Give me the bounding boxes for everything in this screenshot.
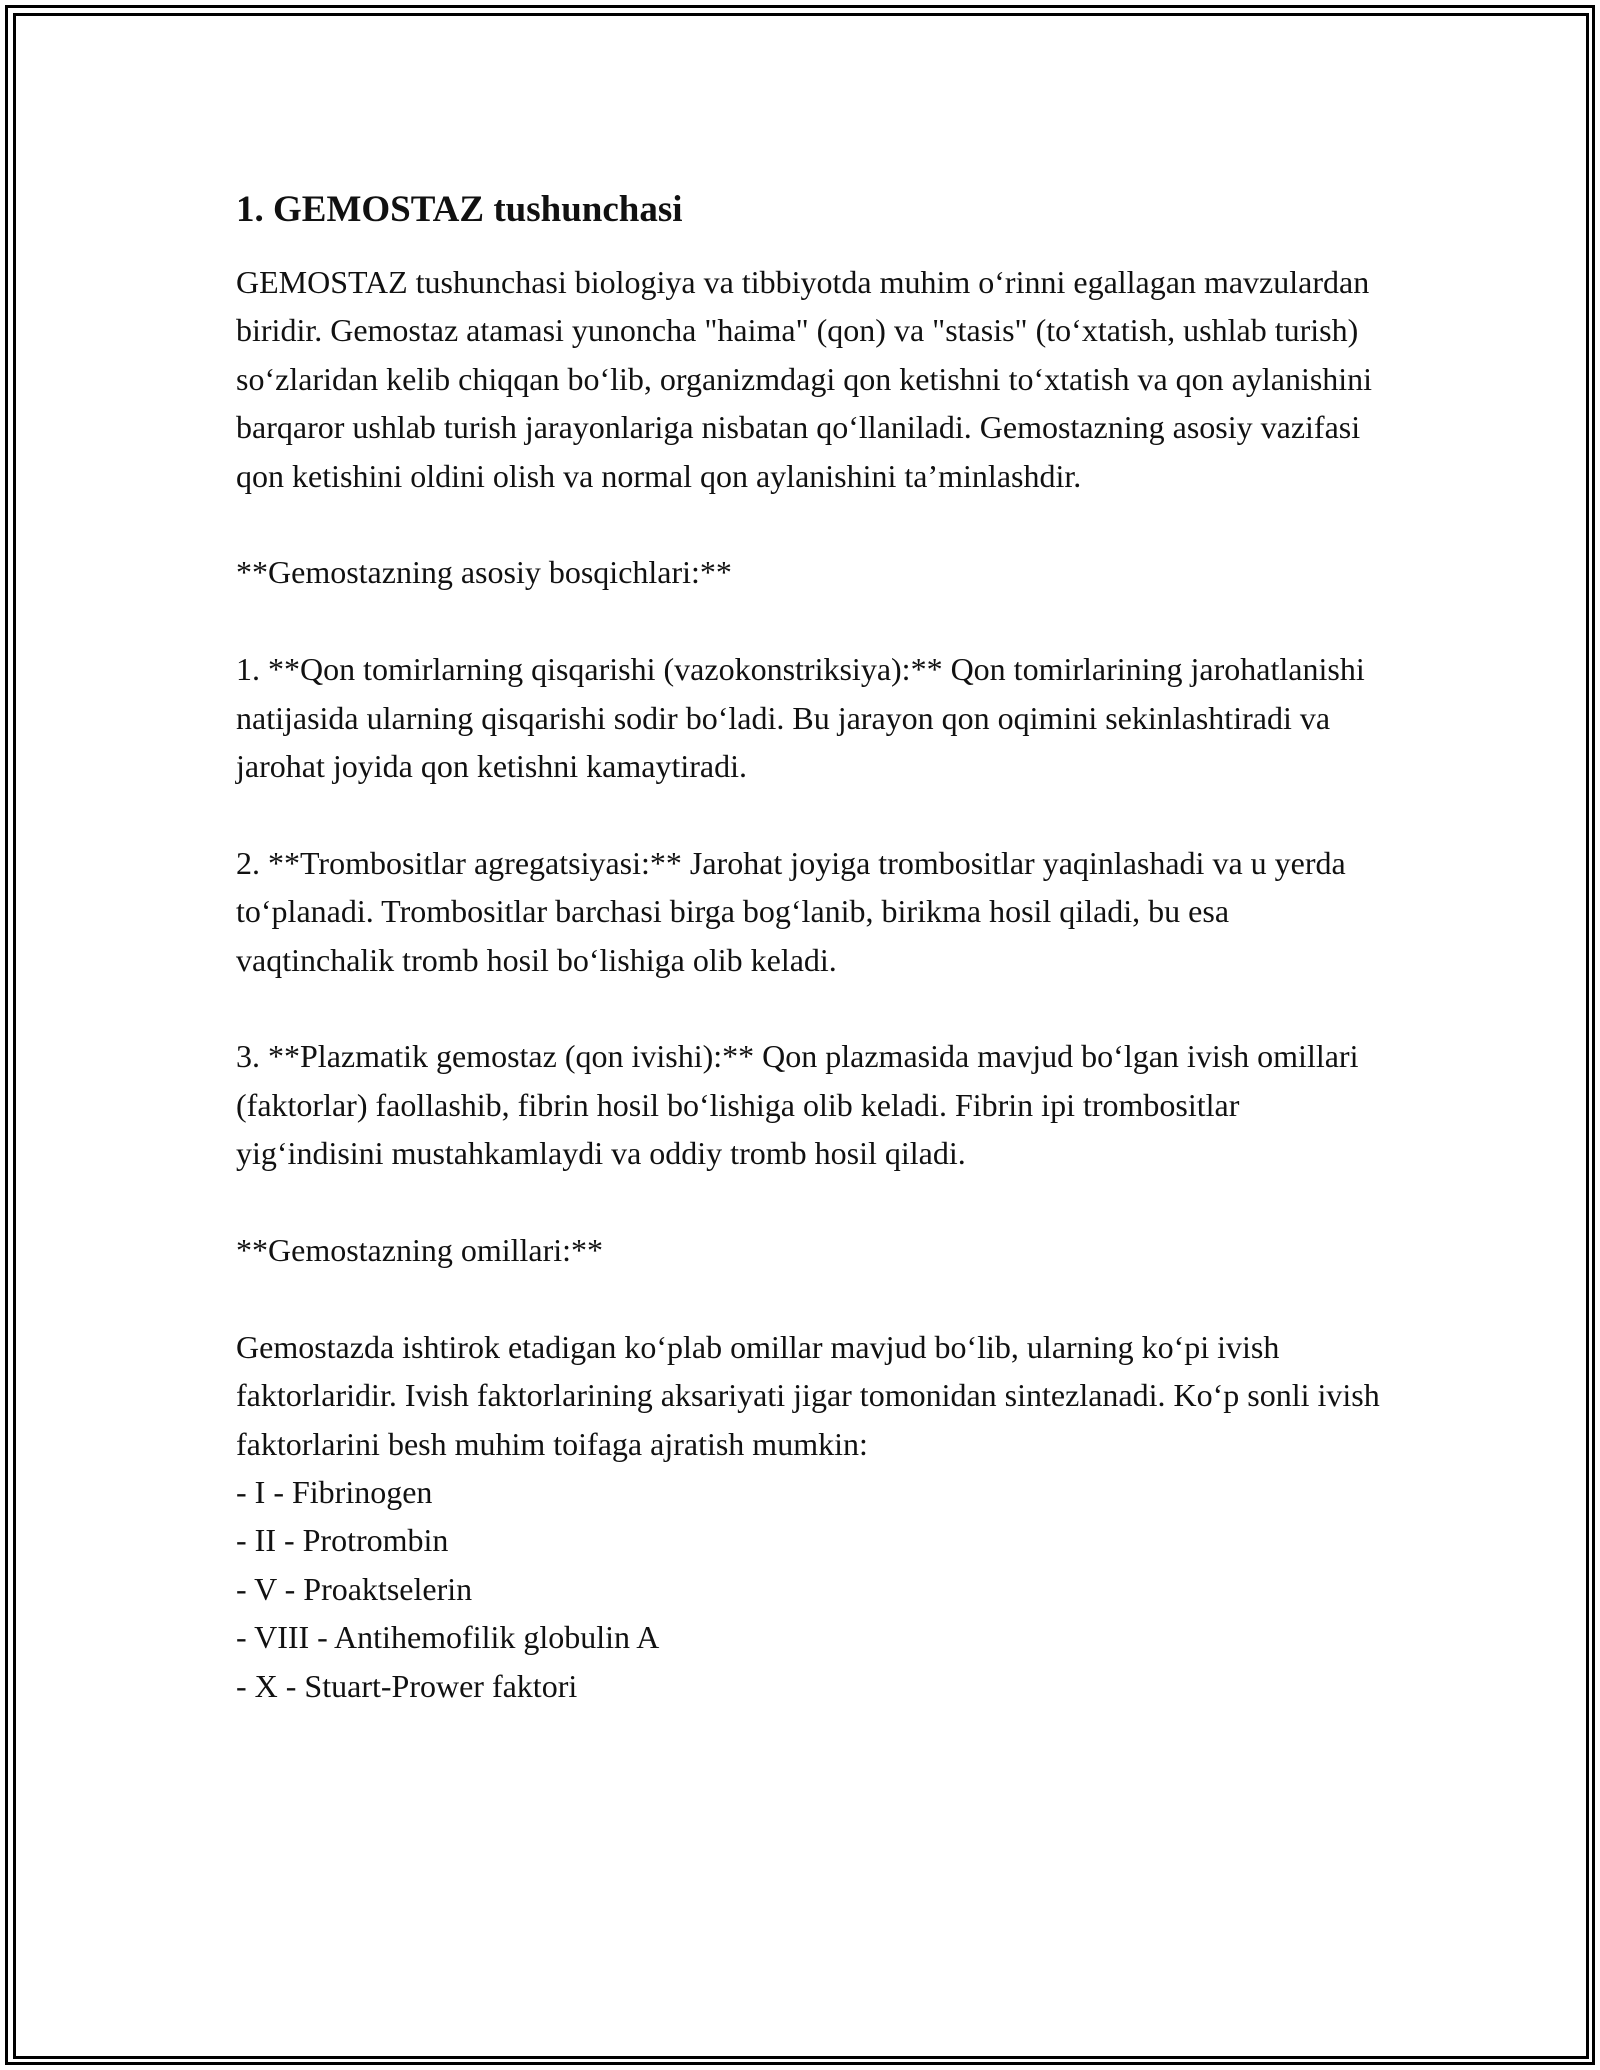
paragraph-spacer (236, 984, 1381, 1032)
paragraph-spacer (236, 597, 1381, 645)
stage-item: 2. **Trombositlar agregatsiyasi:** Jarohat joyiga trombositlar yaqinlashadi va u yerda to‘planadi. Trombositlar barchasi birga bog‘lanib, birikma hosil qiladi, bu esa vaqtinchalik tromb hosil bo‘lishiga olib keladi. (236, 844, 1354, 978)
factors-intro-paragraph: Gemostazda ishtirok etadigan ko‘plab omillar mavjud bo‘lib, ularning ko‘pi ivish faktorlaridir. Ivish faktorlarining aksariyati jigar tomonidan sintezlanadi. Ko‘p sonli ivish faktorlarini besh muhim toifaga ajratish mumkin: (236, 1328, 1388, 1462)
section-heading: 1. GEMOSTAZ tushunchasi (236, 189, 683, 230)
paragraph-spacer (236, 790, 1381, 838)
factors-title: **Gemostazning omillari:** (236, 1232, 604, 1269)
factor-item: - V - Proaktselerin (236, 1570, 473, 1607)
stage-item: 1. **Qon tomirlarning qisqarishi (vazokonstriksiya):** Qon tomirlarining jarohatlanishi natijasida ularning qisqarishi sodir bo‘ladi. Bu jarayon qon oqimini sekinlashtiradi va jarohat joyida qon ketishni kamaytiradi. (236, 651, 1373, 785)
factor-item: - X - Stuart-Prower faktori (236, 1667, 578, 1704)
paragraph-spacer (236, 1178, 1381, 1226)
stage-item: 3. **Plazmatik gemostaz (qon ivishi):** Qon plazmasida mavjud bo‘lgan ivish omillari (faktorlar) faollashib, fibrin hosil bo‘lishiga olib keladi. Fibrin ipi trombositlar yig‘indisini mustahkamlaydi va oddiy tromb hosil qiladi. (236, 1038, 1367, 1172)
paragraph-spacer (236, 500, 1381, 548)
factors-list (236, 1468, 1381, 1710)
document-body (236, 186, 1388, 1710)
intro-paragraph: GEMOSTAZ tushunchasi biologiya va tibbiyotda muhim o‘rinni egallagan mavzulardan biridir. Gemostaz atamasi yunoncha "haima" (qon) va "stasis" (to‘xtatish, ushlab turish) so‘zlaridan kelib chiqqan bo‘lib, organizmdagi qon ketishni to‘xtatish va qon aylanishini barqaror ushlab turish jarayonlariga nisbatan qo‘llaniladi. Gemostazning asosiy vazifasi qon ketishini oldini olish va normal qon aylanishini ta’minlashdir. (236, 264, 1381, 494)
factor-item: - II - Protrombin (236, 1522, 449, 1559)
factor-item: - VIII - Antihemofilik globulin A (236, 1619, 660, 1656)
paragraph-spacer (236, 1274, 1381, 1322)
stages-title: **Gemostazning asosiy bosqichlari:** (236, 554, 732, 591)
factor-item: - I - Fibrinogen (236, 1474, 433, 1511)
